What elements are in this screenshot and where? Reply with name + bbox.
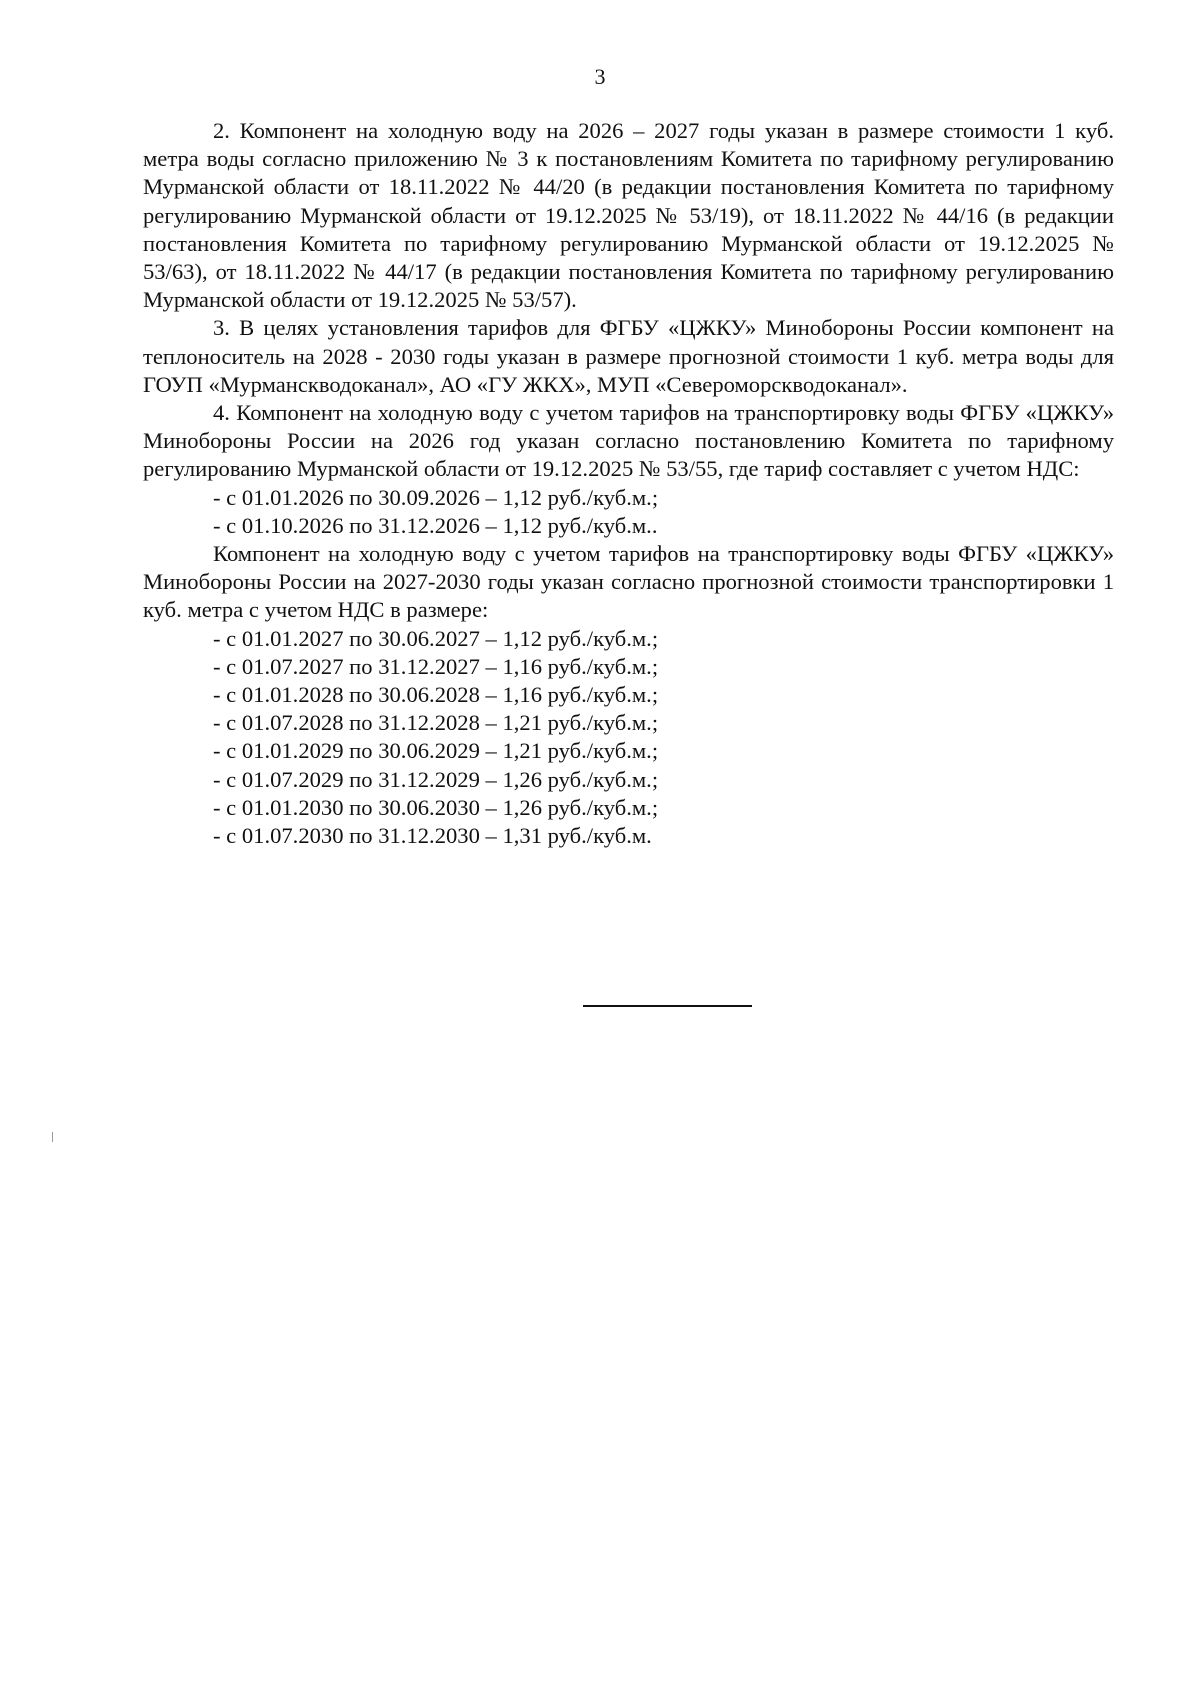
paragraph-item-4: 4. Компонент на холодную воду с учетом тарифов на транспортировку воды ФГБУ «ЦЖКУ» Минобороны России на 2026 год указан согласно постановлению Комитета по тарифному регулированию Мурманской области от 19.12.2025 № 53/55, где тариф составляет с учетом НДС: — [143, 400, 1114, 482]
tariff-list-item: - с 01.07.2030 по 31.12.2030 – 1,31 руб./куб.м. — [213, 823, 652, 849]
tariff-list-item: - с 01.07.2027 по 31.12.2027 – 1,16 руб./куб.м.; — [213, 653, 659, 679]
tariff-list-item: - с 01.01.2028 по 30.06.2028 – 1,16 руб./куб.м.; — [213, 682, 659, 708]
tariff-list-item: - с 01.01.2026 по 30.09.2026 – 1,12 руб./куб.м.; — [213, 484, 659, 510]
end-of-document-rule — [583, 1005, 752, 1007]
page-number: 3 — [594, 64, 606, 89]
tariff-list-2027-2030 — [143, 625, 1114, 851]
tariff-list-item: - с 01.07.2028 по 31.12.2028 – 1,21 руб./куб.м.; — [213, 710, 659, 736]
tariff-list-item: - с 01.10.2026 по 31.12.2026 – 1,12 руб./куб.м.. — [213, 512, 658, 538]
paragraph-item-3: 3. В целях установления тарифов для ФГБУ «ЦЖКУ» Минобороны России компонент на теплоноситель на 2028 - 2030 годы указан в размере прогнозной стоимости 1 куб. метра воды для ГОУП «Мурманскводоканал», АО «ГУ ЖКХ», МУП «Североморскводоканал». — [143, 315, 1114, 397]
tariff-list-item: - с 01.01.2027 по 30.06.2027 – 1,12 руб./куб.м.; — [213, 625, 659, 651]
tariff-list-item: - с 01.01.2029 по 30.06.2029 – 1,21 руб./куб.м.; — [213, 738, 659, 764]
tariff-list-item: - с 01.07.2029 по 31.12.2029 – 1,26 руб./куб.м.; — [213, 766, 659, 792]
scan-artifact-mark — [52, 1132, 53, 1142]
document-body — [143, 117, 1114, 850]
tariff-list-2026 — [143, 484, 1114, 540]
paragraph-item-2: 2. Компонент на холодную воду на 2026 – 2027 годы указан в размере стоимости 1 куб. метра воды согласно приложению № 3 к постановлениям Комитета по тарифному регулированию Мурманской области от 18.11.2022 № 44/20 (в редакции постановления Комитета по тарифному регулированию Мурманской области от 19.12.2025 № 53/19), от 18.11.2022 № 44/16 (в редакции постановления Комитета по тарифному регулированию Мурманской области от 19.12.2025 № 53/63), от 18.11.2022 № 44/17 (в редакции постановления Комитета по тарифному регулированию Мурманской области от 19.12.2025 № 53/57). — [143, 118, 1114, 313]
tariff-list-item: - с 01.01.2030 по 30.06.2030 – 1,26 руб./куб.м.; — [213, 794, 659, 820]
paragraph-forecast-2027-2030: Компонент на холодную воду с учетом тарифов на транспортировку воды ФГБУ «ЦЖКУ» Минобороны России на 2027-2030 годы указан согласно прогнозной стоимости транспортировки 1 куб. метра с учетом НДС в размере: — [143, 541, 1114, 623]
